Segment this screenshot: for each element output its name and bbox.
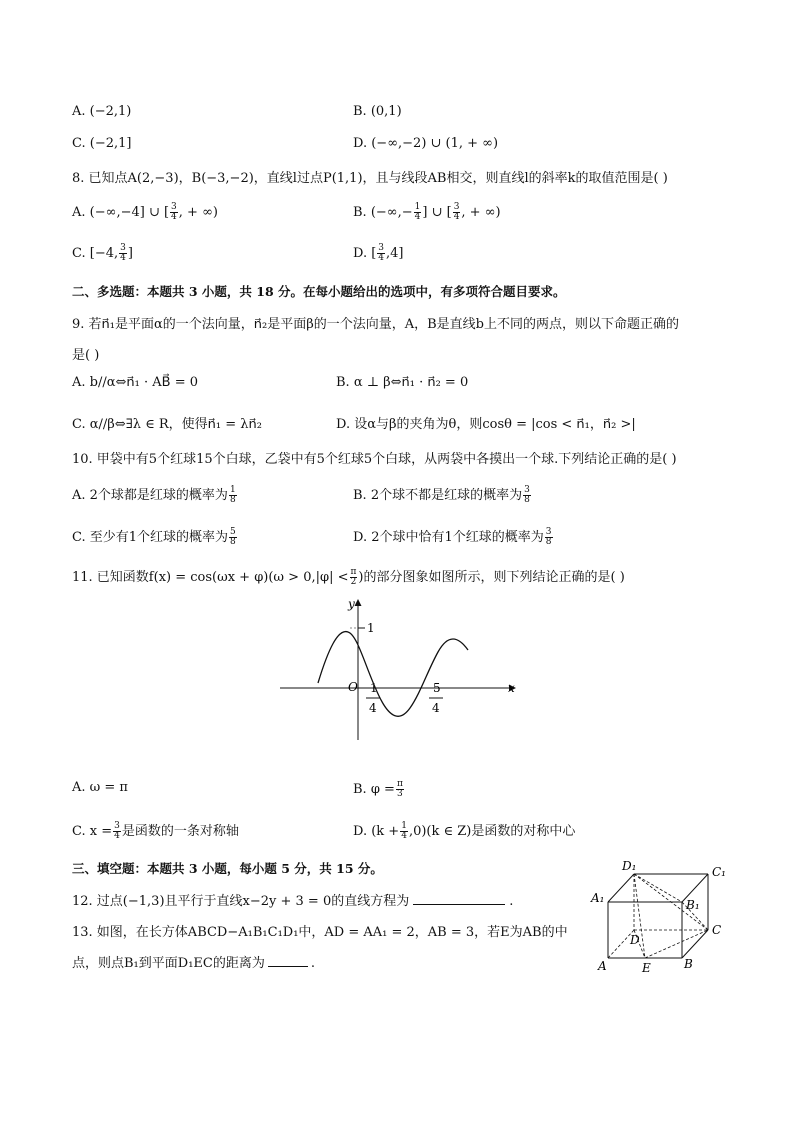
vertex-label-a1: A₁ xyxy=(591,891,605,905)
y-tick-label: 1 xyxy=(367,621,375,635)
q10-stem: 10. 甲袋中有5个红球15个白球，乙袋中有5个红球5个白球，从两袋中各摸出一个球.下列结论正确的是( ) xyxy=(72,452,677,467)
x-tick-5-4-den: 4 xyxy=(432,701,440,715)
vertex-label-d: D xyxy=(630,933,640,947)
q12-stem: 12. 过点(−1,3)且平行于直线x−2y + 3 = 0的直线方程为 . xyxy=(72,894,514,909)
section-heading-multiple-choice: 二、多选题：本题共 3 小题，共 18 分。在每小题给出的选项中，有多项符合题目要求。 xyxy=(72,284,566,299)
fraction: $\frac{1}{4}$ xyxy=(414,202,421,222)
fraction: $\frac{3}{4}$ xyxy=(120,243,126,263)
origin-label: O xyxy=(348,680,358,694)
q7-option-c: C. (−2,1] xyxy=(72,136,132,151)
q13-stem-line1: 13. 如图，在长方体ABCD−A₁B₁C₁D₁中，AD = AA₁ = 2，AB = 3，若E为AB的中 xyxy=(72,925,568,940)
q9-option-b: B. α ⊥ β⇔n⃗₁ · n⃗₂ = 0 xyxy=(336,375,469,390)
q9-stem-line1: 9. 若n⃗₁是平面α的一个法向量，n⃗₂是平面β的一个法向量，A，B是直线b上不同的两点，则以下命题正确的 xyxy=(72,317,679,332)
fraction: $\frac{1}{4}$ xyxy=(401,821,407,841)
q9-option-c: C. α//β⇔∃λ ∈ R，使得n⃗₁ = λn⃗₂ xyxy=(72,417,262,432)
vertex-label-e: E xyxy=(642,961,651,975)
q8-stem: 8. 已知点A(2,−3)，B(−3,−2)，直线l过点P(1,1)，且与线段AB相交，则直线l的斜率k的取值范围是( ) xyxy=(72,171,668,186)
q7-option-d: D. (−∞,−2) ∪ (1, + ∞) xyxy=(353,136,499,151)
vertex-label-b: B xyxy=(684,957,693,971)
x-tick-1-4-num: 1 xyxy=(370,681,378,695)
vertex-label-a: A xyxy=(598,959,607,973)
q7-option-b: B. (0,1) xyxy=(353,104,402,119)
cosine-graph-figure xyxy=(270,590,530,745)
q11-option-c: C. x = $\frac{3}{4}$ 是函数的一条对称轴 xyxy=(72,821,239,841)
x-tick-5-4-num: 5 xyxy=(433,681,441,695)
q13-stem-line2: 点，则点B₁到平面D₁EC的距离为 . xyxy=(72,956,315,971)
cuboid-figure xyxy=(586,854,736,982)
vertex-label-c1: C₁ xyxy=(712,865,726,879)
x-axis-label: x xyxy=(508,681,515,695)
vertex-label-b1: B₁ xyxy=(686,898,700,912)
fraction: $\frac{5}{8}$ xyxy=(230,527,236,547)
fraction: $\frac{3}{4}$ xyxy=(171,202,177,222)
q13-answer-blank xyxy=(268,954,308,967)
q8-option-d: D. [ $\frac{3}{4}$ ,4] xyxy=(353,243,404,263)
fraction: $\frac{3}{4}$ xyxy=(114,821,120,841)
fraction: $\frac{\pi}{3}$ xyxy=(396,779,403,799)
fraction: $\frac{3}{8}$ xyxy=(545,527,552,547)
q8-option-a: A. (−∞,−4] ∪ [ $\frac{3}{4}$ , + ∞) xyxy=(72,202,218,222)
q8-option-c: C. [−4, $\frac{3}{4}$ ] xyxy=(72,243,133,263)
fraction: $\frac{3}{4}$ xyxy=(378,243,385,263)
q10-option-d: D. 2个球中恰有1个红球的概率为 $\frac{3}{8}$ xyxy=(353,527,552,547)
fraction: $\frac{3}{8}$ xyxy=(524,485,530,505)
q10-option-b: B. 2个球不都是红球的概率为 $\frac{3}{8}$ xyxy=(353,485,530,505)
q9-option-a: A. b//α⇔n⃗₁ · AB⃗ = 0 xyxy=(72,375,198,390)
vertex-label-c: C xyxy=(712,923,722,937)
fraction: $\frac{\pi}{2}$ xyxy=(350,567,357,587)
q11-option-d: D. (k + $\frac{1}{4}$ ,0)(k ∈ Z)是函数的对称中心 xyxy=(353,821,576,841)
fraction: $\frac{1}{8}$ xyxy=(229,485,236,505)
q10-option-a: A. 2个球都是红球的概率为 $\frac{1}{8}$ xyxy=(72,485,236,505)
fraction: $\frac{3}{4}$ xyxy=(453,202,460,222)
q8-option-b: B. (−∞,− $\frac{1}{4}$ ] ∪ [ $\frac{3}{4}$ , + ∞) xyxy=(353,202,501,222)
section-heading-fill-in: 三、填空题：本题共 3 小题，每小题 5 分，共 15 分。 xyxy=(72,861,383,876)
q11-stem: 11. 已知函数f(x) = cos(ωx + φ)(ω > 0,|φ| < $\frac{\pi}{2}$ )的部分图象如图所示，则下列结论正确的是( ) xyxy=(72,567,625,587)
q11-option-a: A. ω = π xyxy=(72,780,128,795)
q7-option-a: A. (−2,1) xyxy=(72,104,132,119)
q9-stem-line2: 是( ) xyxy=(72,348,100,363)
q10-option-c: C. 至少有1个红球的概率为 $\frac{5}{8}$ xyxy=(72,527,236,547)
q11-option-b: B. φ = $\frac{\pi}{3}$ xyxy=(353,779,403,799)
cosine-curve xyxy=(318,632,468,717)
y-axis-label: y xyxy=(348,597,355,611)
q9-option-d: D. 设α与β的夹角为θ，则cosθ = |cos < n⃗₁，n⃗₂ >| xyxy=(336,417,636,432)
vertex-label-d1: D₁ xyxy=(622,859,637,873)
q12-answer-blank xyxy=(413,892,505,905)
x-tick-1-4-den: 4 xyxy=(369,701,377,715)
